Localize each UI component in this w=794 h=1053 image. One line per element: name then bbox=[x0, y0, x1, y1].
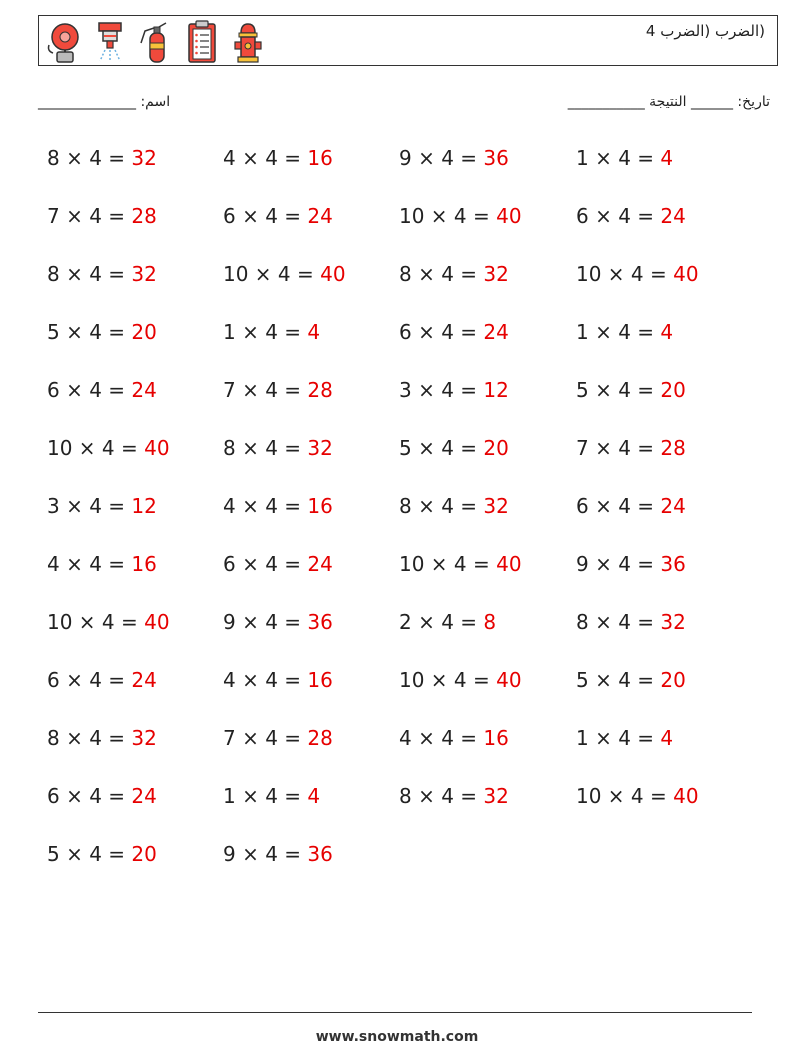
multiplication-problem bbox=[47, 552, 157, 576]
problem-row bbox=[47, 668, 767, 726]
problem-answer: 24 bbox=[660, 494, 686, 518]
multiplication-problem bbox=[47, 378, 157, 402]
problem-answer: 4 bbox=[660, 726, 674, 750]
multiplication-problem bbox=[399, 668, 522, 692]
multiplication-problem bbox=[47, 610, 170, 634]
multiplication-problem bbox=[47, 668, 157, 692]
problem-question: 1 × 4 = bbox=[223, 320, 308, 344]
multiplication-problem bbox=[47, 320, 157, 344]
problem-question: 5 × 4 = bbox=[399, 436, 484, 460]
alarm-bell-icon bbox=[43, 19, 85, 65]
problem-question: 1 × 4 = bbox=[576, 726, 661, 750]
problem-answer: 40 bbox=[496, 668, 522, 692]
problem-row bbox=[47, 378, 767, 436]
header-icons bbox=[43, 19, 269, 65]
problem-answer: 40 bbox=[144, 610, 170, 634]
multiplication-problem bbox=[399, 726, 509, 750]
problem-answer: 8 bbox=[483, 610, 497, 634]
problem-answer: 20 bbox=[483, 436, 509, 460]
problem-question: 4 × 4 = bbox=[223, 668, 308, 692]
problem-answer: 20 bbox=[131, 842, 157, 866]
multiplication-problem bbox=[399, 204, 522, 228]
problem-answer: 32 bbox=[131, 146, 157, 170]
multiplication-problem bbox=[223, 552, 333, 576]
problem-question: 6 × 4 = bbox=[47, 378, 132, 402]
problem-row bbox=[47, 610, 767, 668]
problem-answer: 36 bbox=[307, 610, 333, 634]
problem-question: 8 × 4 = bbox=[47, 146, 132, 170]
problem-question: 9 × 4 = bbox=[223, 610, 308, 634]
problem-answer: 12 bbox=[483, 378, 509, 402]
problem-answer: 16 bbox=[307, 494, 333, 518]
multiplication-problem bbox=[399, 378, 509, 402]
fire-hydrant-icon bbox=[227, 19, 269, 65]
multiplication-problem bbox=[223, 784, 320, 808]
multiplication-problem bbox=[223, 204, 333, 228]
problem-answer: 24 bbox=[483, 320, 509, 344]
problem-question: 5 × 4 = bbox=[47, 842, 132, 866]
problem-question: 10 × 4 = bbox=[399, 204, 497, 228]
problem-answer: 16 bbox=[307, 668, 333, 692]
problem-question: 4 × 4 = bbox=[223, 494, 308, 518]
problem-answer: 40 bbox=[496, 552, 522, 576]
multiplication-problem bbox=[223, 436, 333, 460]
problem-answer: 4 bbox=[307, 784, 321, 808]
problem-answer: 20 bbox=[131, 320, 157, 344]
fire-extinguisher-icon bbox=[135, 19, 177, 65]
problem-answer: 24 bbox=[131, 784, 157, 808]
problem-answer: 20 bbox=[660, 668, 686, 692]
multiplication-problem bbox=[223, 320, 320, 344]
problem-question: 4 × 4 = bbox=[47, 552, 132, 576]
problem-row bbox=[47, 436, 767, 494]
problem-answer: 32 bbox=[131, 262, 157, 286]
problem-question: 6 × 4 = bbox=[576, 494, 661, 518]
problem-question: 9 × 4 = bbox=[399, 146, 484, 170]
problem-question: 10 × 4 = bbox=[47, 610, 145, 634]
problem-question: 10 × 4 = bbox=[399, 668, 497, 692]
multiplication-problem bbox=[399, 552, 522, 576]
problem-question: 6 × 4 = bbox=[223, 552, 308, 576]
problem-question: 4 × 4 = bbox=[223, 146, 308, 170]
problem-row bbox=[47, 784, 767, 842]
problem-question: 6 × 4 = bbox=[576, 204, 661, 228]
multiplication-problem bbox=[576, 204, 686, 228]
multiplication-problem bbox=[576, 610, 686, 634]
problem-question: 5 × 4 = bbox=[576, 668, 661, 692]
problem-question: 7 × 4 = bbox=[223, 726, 308, 750]
problem-answer: 36 bbox=[483, 146, 509, 170]
problem-question: 4 × 4 = bbox=[399, 726, 484, 750]
problem-row bbox=[47, 494, 767, 552]
problem-question: 1 × 4 = bbox=[223, 784, 308, 808]
multiplication-problem bbox=[576, 784, 699, 808]
problem-question: 5 × 4 = bbox=[47, 320, 132, 344]
problem-row bbox=[47, 842, 767, 900]
clipboard-checklist-icon bbox=[181, 19, 223, 65]
worksheet-title: (الضرب (الضرب 4 bbox=[645, 22, 765, 40]
problem-question: 10 × 4 = bbox=[47, 436, 145, 460]
problem-question: 8 × 4 = bbox=[576, 610, 661, 634]
problem-answer: 32 bbox=[483, 784, 509, 808]
problem-answer: 40 bbox=[673, 262, 699, 286]
multiplication-problem bbox=[223, 378, 333, 402]
problem-question: 7 × 4 = bbox=[576, 436, 661, 460]
problem-row bbox=[47, 726, 767, 784]
multiplication-problem bbox=[47, 842, 157, 866]
date-score-field[interactable]: تاريخ: ______ النتيجة ___________ bbox=[567, 94, 770, 110]
multiplication-problem bbox=[399, 262, 509, 286]
problem-question: 8 × 4 = bbox=[399, 494, 484, 518]
problem-question: 8 × 4 = bbox=[223, 436, 308, 460]
sprinkler-icon bbox=[89, 19, 131, 65]
problem-answer: 24 bbox=[307, 204, 333, 228]
multiplication-problem bbox=[47, 146, 157, 170]
problem-row bbox=[47, 146, 767, 204]
problem-question: 7 × 4 = bbox=[47, 204, 132, 228]
multiplication-problem bbox=[47, 262, 157, 286]
multiplication-problem bbox=[576, 668, 686, 692]
problem-answer: 20 bbox=[660, 378, 686, 402]
problem-question: 9 × 4 = bbox=[576, 552, 661, 576]
multiplication-problem bbox=[399, 320, 509, 344]
problem-question: 6 × 4 = bbox=[47, 784, 132, 808]
problem-question: 1 × 4 = bbox=[576, 146, 661, 170]
multiplication-problem bbox=[576, 552, 686, 576]
problem-question: 2 × 4 = bbox=[399, 610, 484, 634]
problem-answer: 40 bbox=[673, 784, 699, 808]
problem-answer: 28 bbox=[307, 378, 333, 402]
problem-row bbox=[47, 262, 767, 320]
problem-answer: 40 bbox=[144, 436, 170, 460]
problem-answer: 16 bbox=[307, 146, 333, 170]
problem-answer: 40 bbox=[320, 262, 346, 286]
problem-answer: 40 bbox=[496, 204, 522, 228]
multiplication-problem bbox=[223, 610, 333, 634]
multiplication-problem bbox=[223, 146, 333, 170]
problem-question: 7 × 4 = bbox=[223, 378, 308, 402]
multiplication-problem bbox=[47, 784, 157, 808]
multiplication-problem bbox=[576, 436, 686, 460]
problem-row bbox=[47, 320, 767, 378]
problem-question: 6 × 4 = bbox=[47, 668, 132, 692]
multiplication-problem bbox=[576, 146, 673, 170]
problem-answer: 32 bbox=[660, 610, 686, 634]
multiplication-problem bbox=[223, 494, 333, 518]
problem-question: 10 × 4 = bbox=[399, 552, 497, 576]
problem-question: 3 × 4 = bbox=[399, 378, 484, 402]
problem-answer: 28 bbox=[131, 204, 157, 228]
multiplication-problem bbox=[576, 320, 673, 344]
multiplication-problem bbox=[576, 726, 673, 750]
problem-answer: 4 bbox=[660, 146, 674, 170]
problem-answer: 24 bbox=[660, 204, 686, 228]
problem-question: 10 × 4 = bbox=[576, 784, 674, 808]
problem-answer: 36 bbox=[660, 552, 686, 576]
problem-answer: 12 bbox=[131, 494, 157, 518]
problem-answer: 28 bbox=[660, 436, 686, 460]
problem-answer: 36 bbox=[307, 842, 333, 866]
problem-question: 8 × 4 = bbox=[399, 262, 484, 286]
multiplication-problem bbox=[223, 726, 333, 750]
problem-answer: 4 bbox=[307, 320, 321, 344]
problem-answer: 28 bbox=[307, 726, 333, 750]
multiplication-problem bbox=[47, 494, 157, 518]
problem-answer: 32 bbox=[483, 494, 509, 518]
problem-grid bbox=[47, 146, 767, 900]
problem-answer: 24 bbox=[131, 378, 157, 402]
multiplication-problem bbox=[223, 842, 333, 866]
multiplication-problem bbox=[399, 610, 496, 634]
multiplication-problem bbox=[576, 378, 686, 402]
multiplication-problem bbox=[47, 204, 157, 228]
problem-answer: 16 bbox=[131, 552, 157, 576]
problem-row bbox=[47, 204, 767, 262]
name-field[interactable]: اسم: ______________ bbox=[38, 94, 171, 110]
multiplication-problem bbox=[47, 436, 170, 460]
problem-question: 9 × 4 = bbox=[223, 842, 308, 866]
problem-answer: 24 bbox=[307, 552, 333, 576]
footer-url[interactable]: www.snowmath.com bbox=[315, 1029, 479, 1045]
problem-question: 10 × 4 = bbox=[576, 262, 674, 286]
multiplication-problem bbox=[399, 784, 509, 808]
problem-answer: 32 bbox=[131, 726, 157, 750]
problem-question: 6 × 4 = bbox=[223, 204, 308, 228]
multiplication-problem bbox=[399, 436, 509, 460]
problem-answer: 32 bbox=[483, 262, 509, 286]
footer-divider bbox=[38, 1012, 752, 1013]
problem-row bbox=[47, 552, 767, 610]
problem-question: 8 × 4 = bbox=[399, 784, 484, 808]
problem-question: 5 × 4 = bbox=[576, 378, 661, 402]
worksheet-header bbox=[38, 15, 778, 66]
problem-question: 6 × 4 = bbox=[399, 320, 484, 344]
multiplication-problem bbox=[576, 494, 686, 518]
multiplication-problem bbox=[399, 494, 509, 518]
student-info-fields bbox=[38, 94, 770, 116]
multiplication-problem bbox=[399, 146, 509, 170]
multiplication-problem bbox=[223, 668, 333, 692]
problem-answer: 32 bbox=[307, 436, 333, 460]
problem-answer: 4 bbox=[660, 320, 674, 344]
problem-question: 1 × 4 = bbox=[576, 320, 661, 344]
problem-question: 8 × 4 = bbox=[47, 262, 132, 286]
multiplication-problem bbox=[223, 262, 346, 286]
multiplication-problem bbox=[47, 726, 157, 750]
problem-answer: 24 bbox=[131, 668, 157, 692]
problem-answer: 16 bbox=[483, 726, 509, 750]
problem-question: 8 × 4 = bbox=[47, 726, 132, 750]
problem-question: 3 × 4 = bbox=[47, 494, 132, 518]
problem-question: 10 × 4 = bbox=[223, 262, 321, 286]
multiplication-problem bbox=[576, 262, 699, 286]
